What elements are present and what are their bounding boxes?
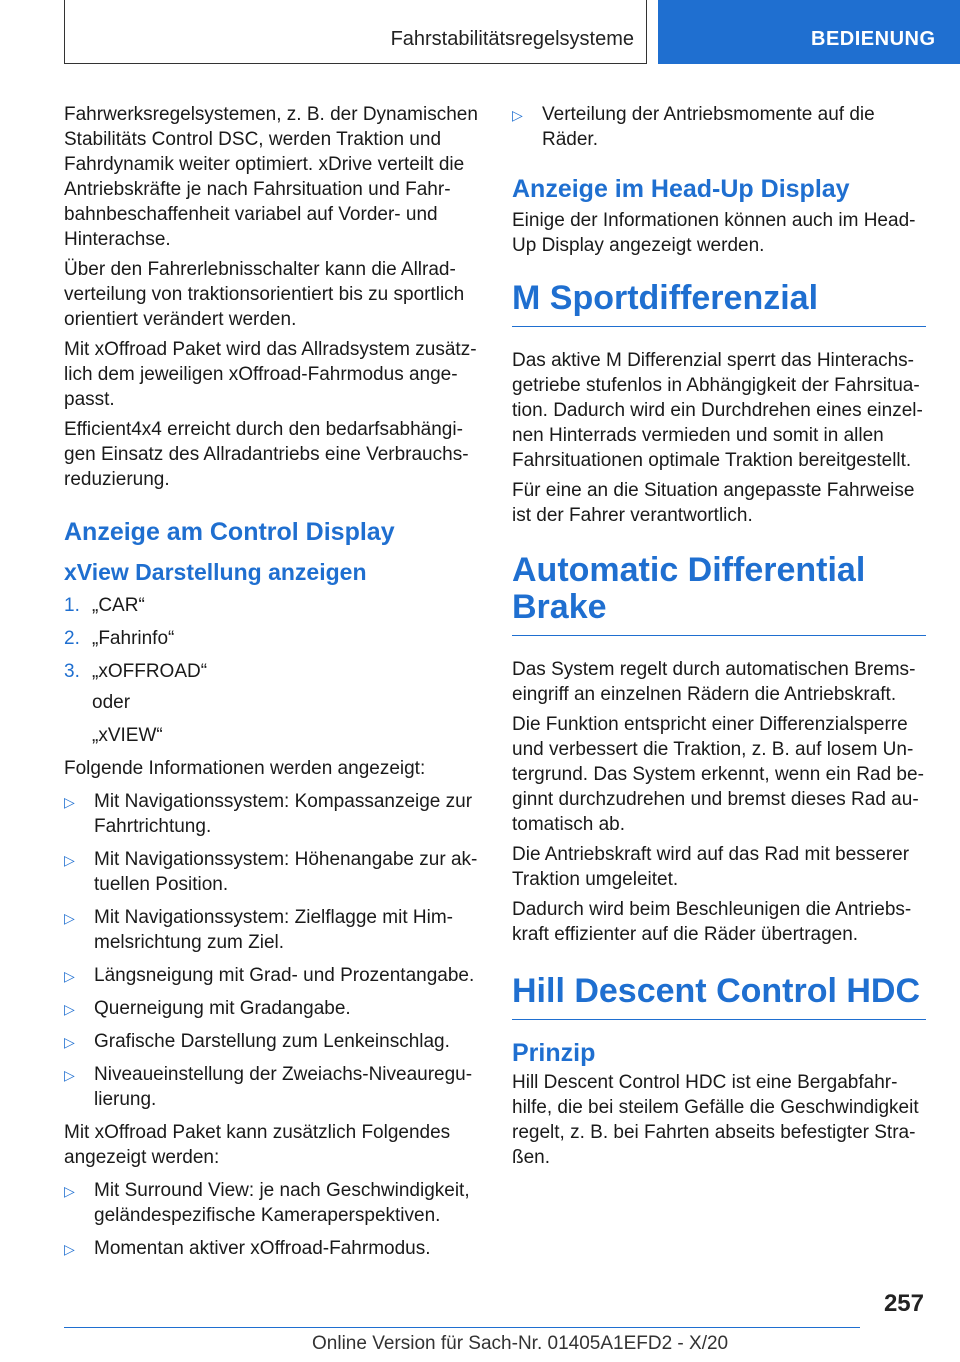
section-header-box bbox=[64, 0, 647, 64]
heading-automatic-differential-brake: Automatic Differential Brake bbox=[512, 551, 866, 626]
step-number: 3. bbox=[64, 661, 80, 682]
online-version: Online Version für Sach-Nr. 01405A1EFD2 - X/20 bbox=[312, 1333, 729, 1354]
chapter-tab-label: BEDIENUNG bbox=[811, 28, 936, 50]
list-item: ▷ Mit Surround View: je nach Geschwindigkeit, geländespezifische Kameraperspektiven. bbox=[64, 1180, 470, 1226]
right-column bbox=[512, 102, 926, 1175]
heading-hill-descent-control: Hill Descent Control HDC bbox=[512, 972, 921, 1010]
paragraph: Das System regelt durch automatischen Bremseingriff an einzelnen Rädern die Antriebskraft. bbox=[512, 659, 916, 705]
list-item: ▷ Mit Navigationssystem: Zielflagge mit Himmelsrichtung zum Ziel. bbox=[64, 907, 453, 953]
page-number: 257 bbox=[883, 1290, 924, 1317]
list-item: ▷ Momentan aktiver xOffroad-Fahrmodus. bbox=[64, 1236, 478, 1261]
triangle-bullet-icon: ▷ bbox=[64, 910, 75, 926]
continued-list bbox=[512, 102, 926, 152]
triangle-bullet-icon: ▷ bbox=[64, 968, 75, 984]
triangle-bullet-icon: ▷ bbox=[512, 107, 523, 123]
triangle-bullet-icon: ▷ bbox=[64, 1001, 75, 1017]
info-list bbox=[64, 789, 478, 1112]
triangle-bullet-icon: ▷ bbox=[64, 852, 75, 868]
list-item: ▷ Längsneigung mit Grad- und Prozentangabe. bbox=[64, 963, 478, 988]
step-number: 1. bbox=[64, 595, 80, 616]
paragraph: Die Antriebskraft wird auf das Rad mit besserer Traktion umgeleitet. bbox=[512, 844, 910, 890]
list-item: 2. „Fahrinfo“ bbox=[64, 628, 175, 649]
paragraph: Das aktive M Differenzial sperrt das Hinterachsgetriebe stufenlos in Abhängigkeit der Fahrsituation. Dadurch wird ein Durchdrehen eines einzelnen Hinterrads vermieden und somit in allen Fahrsituationen optimale Traktion bereitgestellt. bbox=[512, 350, 923, 471]
heading-xview: xView Darstellung anzeigen bbox=[64, 559, 367, 585]
heading-m-sportdifferenzial: M Sportdifferenzial bbox=[512, 279, 819, 317]
paragraph: Für eine an die Situation angepasste Fahrweise ist der Fahrer verantwortlich. bbox=[512, 480, 915, 526]
heading-rule bbox=[512, 635, 926, 636]
paragraph: Über den Fahrerlebnisschalter kann die Allradverteilung von traktionsorientiert bis zu sportlich orientiert verändert werden. bbox=[64, 259, 465, 330]
step-number: 2. bbox=[64, 628, 80, 649]
list-item: 1. „CAR“ bbox=[64, 595, 145, 616]
list-item: ▷ Querneigung mit Gradangabe. bbox=[64, 996, 478, 1021]
chapter-tab bbox=[658, 0, 960, 64]
paragraph: Folgende Informationen werden angezeigt: bbox=[64, 758, 426, 779]
paragraph: Hill Descent Control HDC ist eine Bergabfahrhilfe, die bei steilem Gefälle die Geschwindigkeit regelt, z. B. bei Fahrten abseits befestigter Straßen. bbox=[512, 1072, 919, 1168]
step-continuation: oder bbox=[92, 692, 131, 713]
footer-rule bbox=[64, 1327, 860, 1328]
list-item: ▷ Grafische Darstellung zum Lenkeinschlag. bbox=[64, 1029, 478, 1054]
triangle-bullet-icon: ▷ bbox=[64, 794, 75, 810]
heading-control-display: Anzeige am Control Display bbox=[64, 518, 395, 546]
list-item: ▷ Niveaueinstellung der Zweiachs-Niveauregulierung. bbox=[64, 1064, 473, 1110]
triangle-bullet-icon: ▷ bbox=[64, 1241, 75, 1257]
page-header bbox=[0, 0, 960, 66]
page-footer bbox=[0, 1290, 960, 1362]
list-item: 3. „xOFFROAD“ bbox=[64, 661, 208, 682]
step-list bbox=[64, 593, 478, 684]
heading-rule bbox=[512, 1019, 926, 1020]
heading-hud: Anzeige im Head-Up Display bbox=[512, 175, 850, 203]
extra-list bbox=[64, 1178, 478, 1261]
paragraph: Mit xOffroad Paket kann zusätzlich Folgendes angezeigt werden: bbox=[64, 1122, 451, 1168]
list-item: ▷ Verteilung der Antriebsmomente auf die Räder. bbox=[512, 104, 875, 150]
left-column bbox=[64, 102, 478, 1269]
paragraph: Efficient4x4 erreicht durch den bedarfsabhängigen Einsatz des Allradantriebs eine Verbrauchsreduzierung. bbox=[64, 419, 469, 490]
paragraph: Mit xOffroad Paket wird das Allradsystem zusätzlich dem jeweiligen xOffroad-Fahrmodus angepasst. bbox=[64, 339, 477, 410]
list-item: ▷ Mit Navigationssystem: Höhenangabe zur aktuellen Position. bbox=[64, 849, 478, 895]
paragraph: Dadurch wird beim Beschleunigen die Antriebskraft effizienter auf die Räder übertragen. bbox=[512, 899, 912, 945]
triangle-bullet-icon: ▷ bbox=[64, 1034, 75, 1050]
paragraph: Fahrwerksregelsystemen, z. B. der Dynamischen Stabilitäts Control DSC, werden Traktion und Fahrdynamik weiter optimiert. xDrive verteilt die Antriebskräfte je nach Fahrsituation und Fahrbahnbeschaffenheit variabel auf Vorder- und Hinterachse. bbox=[64, 104, 478, 250]
triangle-bullet-icon: ▷ bbox=[64, 1067, 75, 1083]
triangle-bullet-icon: ▷ bbox=[64, 1183, 75, 1199]
list-item: ▷ Mit Navigationssystem: Kompassanzeige zur Fahrtrichtung. bbox=[64, 791, 473, 837]
heading-prinzip: Prinzip bbox=[512, 1039, 596, 1067]
step-continuation: „xVIEW“ bbox=[92, 725, 163, 746]
paragraph: Einige der Informationen können auch im Head-Up Display angezeigt werden. bbox=[512, 210, 916, 256]
paragraph: Die Funktion entspricht einer Differenzialsperre und verbessert die Traktion, z. B. auf losem Untergrund. Das System erkennt, wenn ein Rad beginnt durchzudrehen und bremst dieses Rad automatisch ab. bbox=[512, 714, 924, 835]
section-title: Fahrstabilitätsregelsysteme bbox=[390, 28, 634, 50]
heading-rule bbox=[512, 326, 926, 327]
